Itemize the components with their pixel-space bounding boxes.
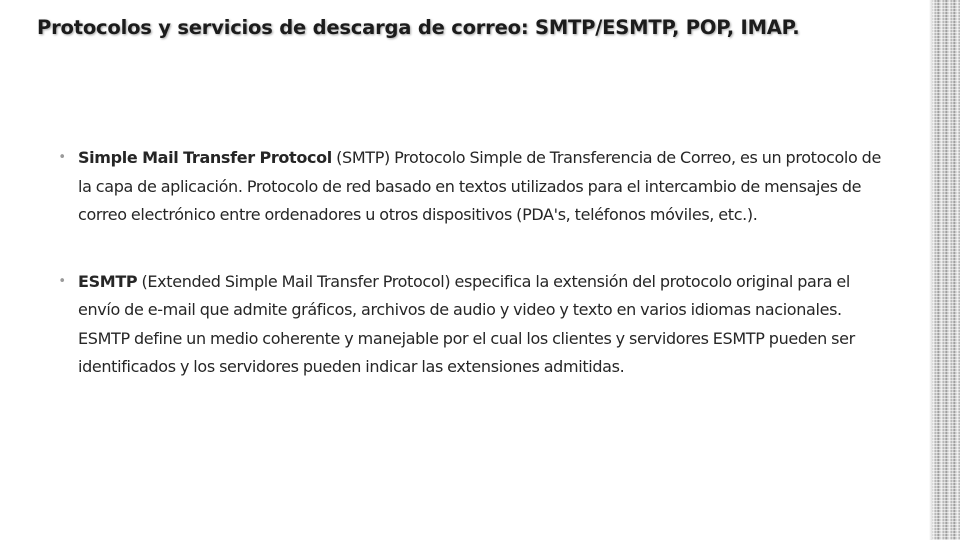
bullet-text-esmtp: (Extended Simple Mail Transfer Protocol) especifica la extensión del protocolo original para el envío de e-mail que admite gráficos, archivos de audio y video y texto en varios idiomas nacionales. ESMTP define un medio coherente y manejable por el cual los clientes y servidores ESMTP pueden ser identificados y los servidores pueden indicar las extensiones admitidas.: [78, 271, 855, 376]
bullet-term-esmtp: ESMTP: [78, 271, 138, 291]
bullet-smtp: [58, 144, 893, 230]
bullet-list: [58, 144, 893, 420]
bullet-esmtp: [58, 268, 893, 382]
decorative-side-stripe: [932, 0, 960, 540]
bullet-marker: •: [58, 273, 66, 289]
bullet-term-smtp: Simple Mail Transfer Protocol: [78, 148, 332, 167]
slide-title: Protocolos y servicios de descarga de correo: SMTP/ESMTP, POP, IMAP.: [37, 16, 800, 39]
bullet-text-smtp: (SMTP) Protocolo Simple de Transferencia de Correo, es un protocolo de la capa de aplicación. Protocolo de red basado en textos utilizados para el intercambio de mensajes de correo electrónico entre ordenadores u otros dispositivos (PDA's, teléfonos móviles, etc.).: [78, 148, 881, 224]
bullet-marker: •: [58, 150, 66, 165]
